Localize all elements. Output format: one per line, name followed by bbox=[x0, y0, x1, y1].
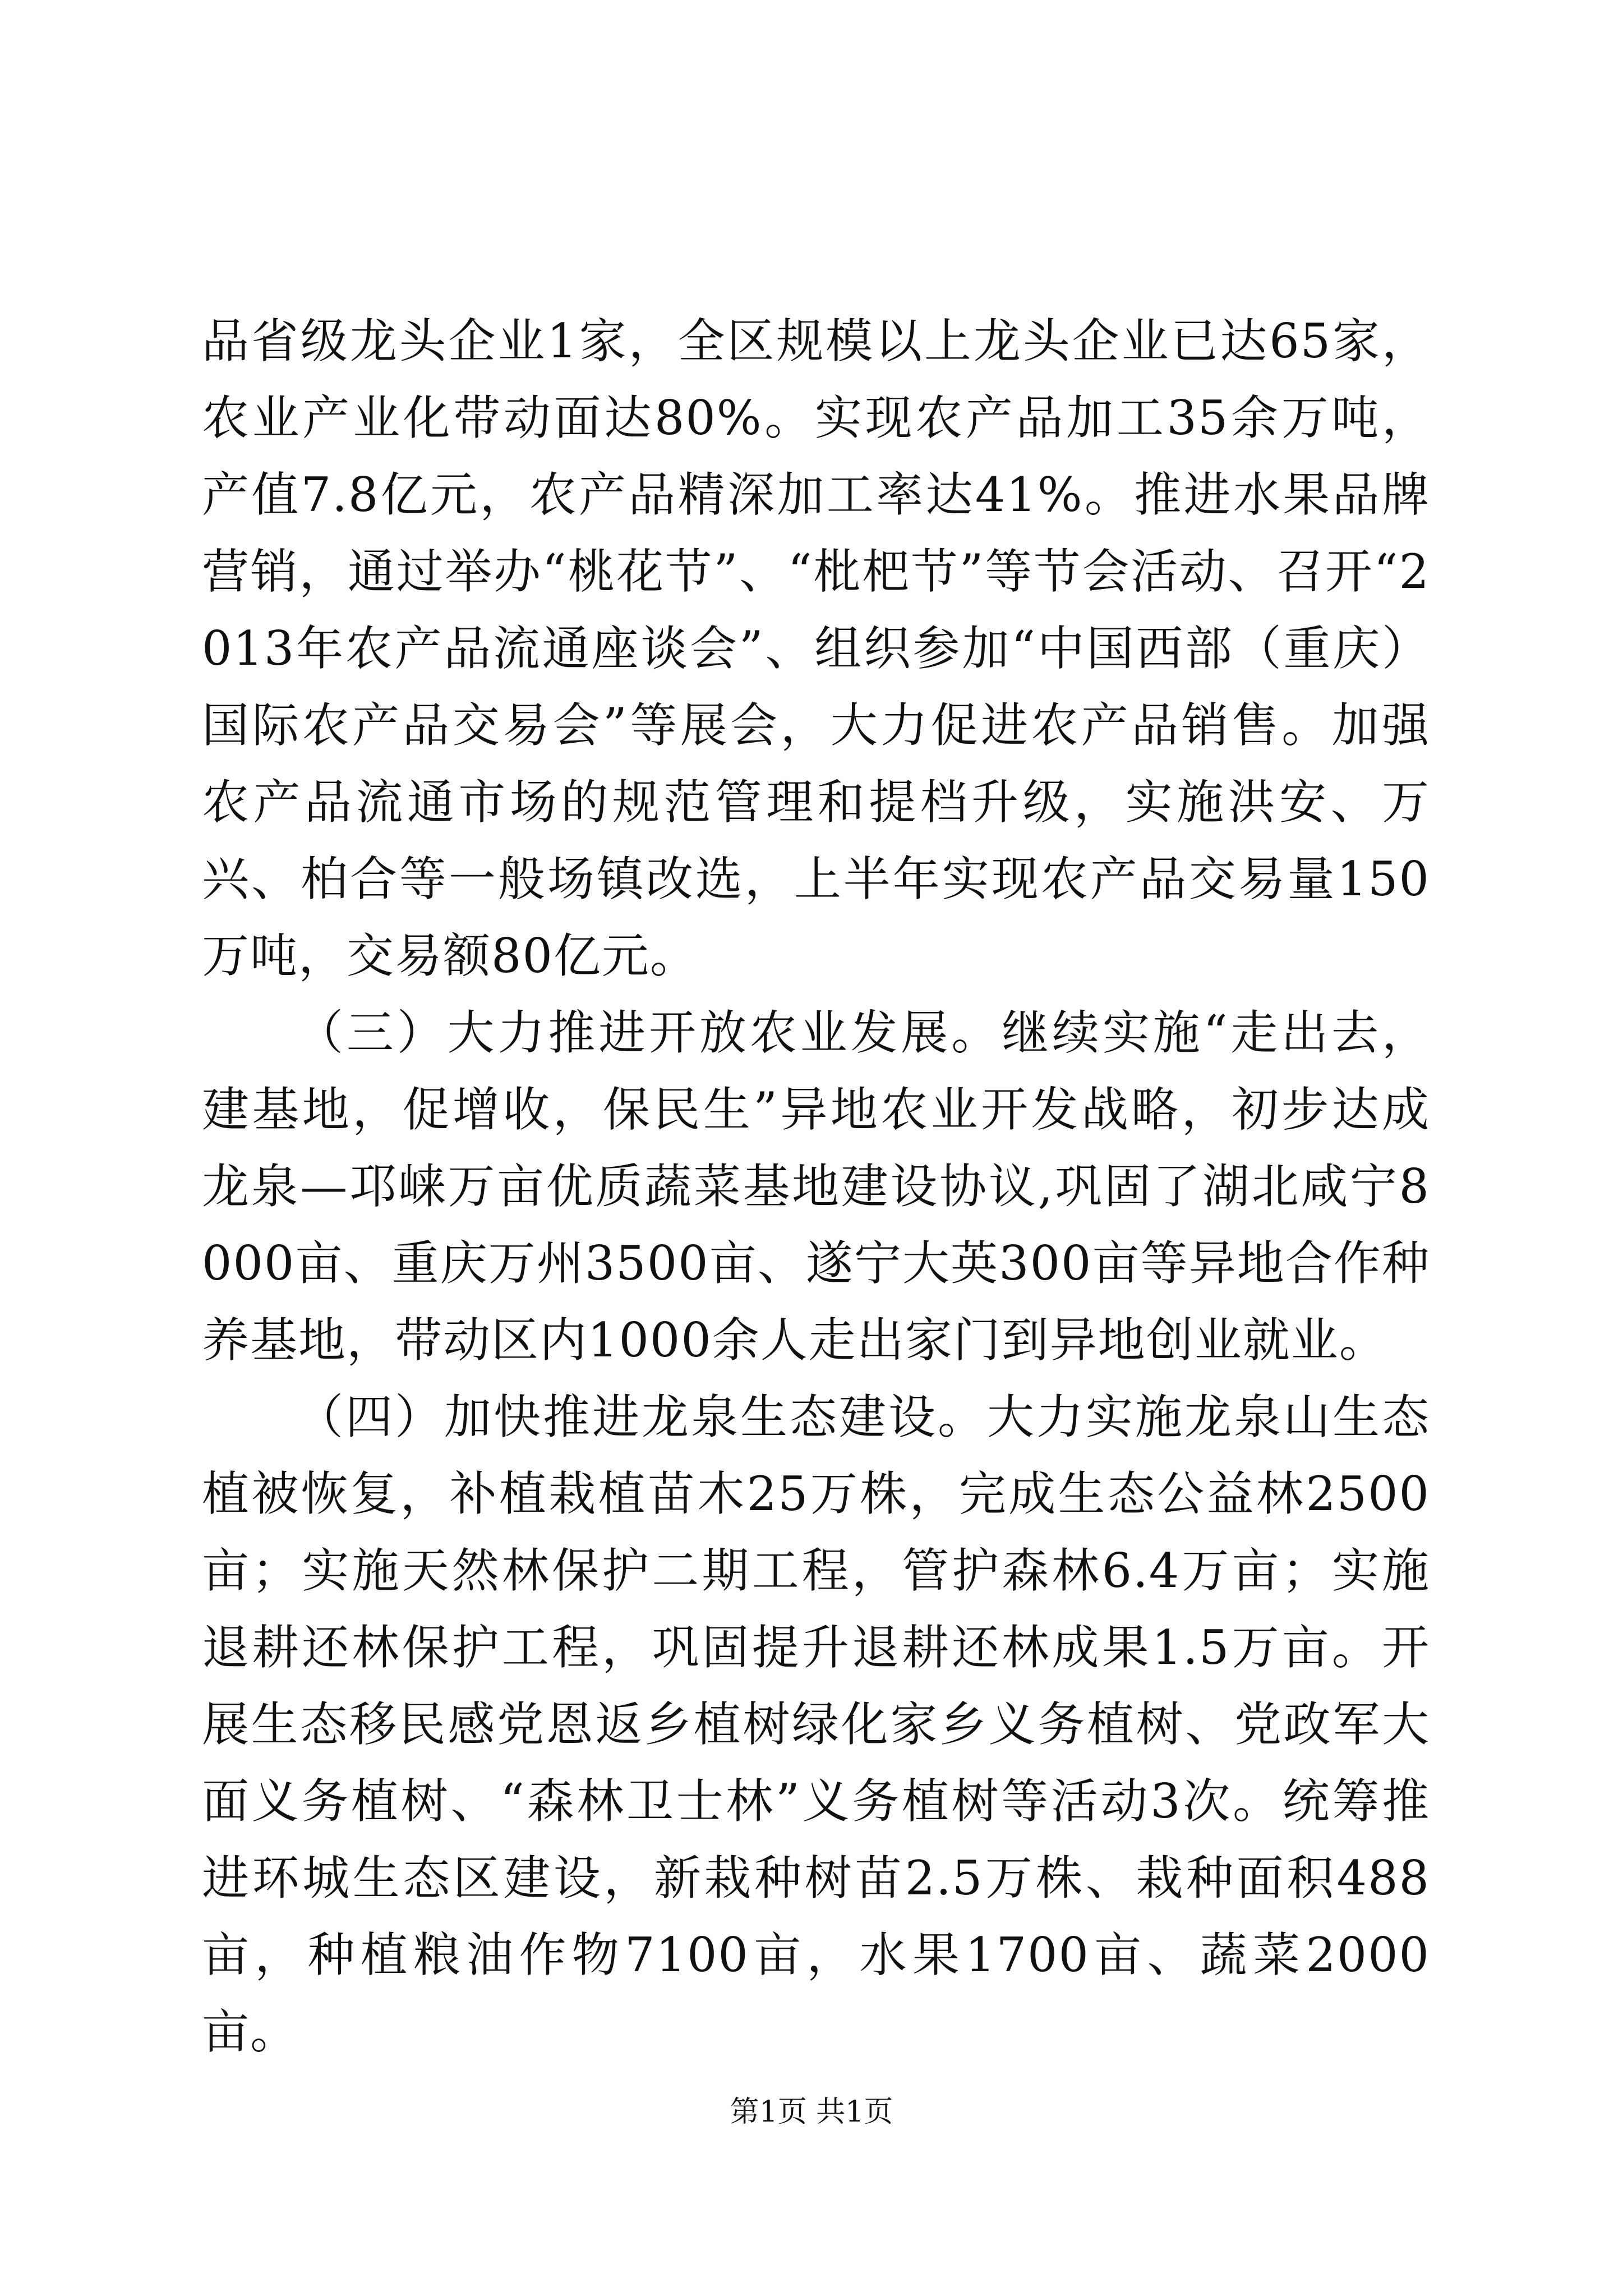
document-body bbox=[202, 303, 1430, 2070]
paragraph-1: 品省级龙头企业1家，全区规模以上龙头企业已达65家，农业产业化带动面达80%。实现农产品加工35余万吨，产值7.8亿元，农产品精深加工率达41%。推进水果品牌营销，通过举办“桃花节”、“枇杷节”等节会活动、召开“2013年农产品流通座谈会”、组织参加“中国西部（重庆）国际农产品交易会”等展会，大力促进农产品销售。加强农产品流通市场的规范管理和提档升级，实施洪安、万兴、柏合等一般场镇改选，上半年实现农产品交易量150万吨，交易额80亿元。 bbox=[202, 314, 1430, 983]
paragraph-2: （三）大力推进开放农业发展。继续实施“走出去，建基地，促增收，保民生”异地农业开发战略，初步达成龙泉—邛崃万亩优质蔬菜基地建设协议,巩固了湖北咸宁8000亩、重庆万州3500亩、遂宁大英300亩等异地合作种养基地，带动区内1000余人走出家门到异地创业就业。 bbox=[202, 1005, 1430, 1368]
paragraph-3: （四）加快推进龙泉生态建设。大力实施龙泉山生态植被恢复，补植栽植苗木25万株，完成生态公益林2500亩；实施天然林保护二期工程，管护森林6.4万亩；实施退耕还林保护工程，巩固提升退耕还林成果1.5万亩。开展生态移民感党恩返乡植树绿化家乡义务植树、党政军大面义务植树、“森林卫士林”义务植树等活动3次。统筹推进环城生态区建设，新栽种树苗2.5万株、栽种面积488亩，种植粮油作物7100亩，水果1700亩、蔬菜2000亩。 bbox=[202, 1389, 1430, 2059]
page-footer: 第1页 共1页 bbox=[730, 2095, 893, 2129]
